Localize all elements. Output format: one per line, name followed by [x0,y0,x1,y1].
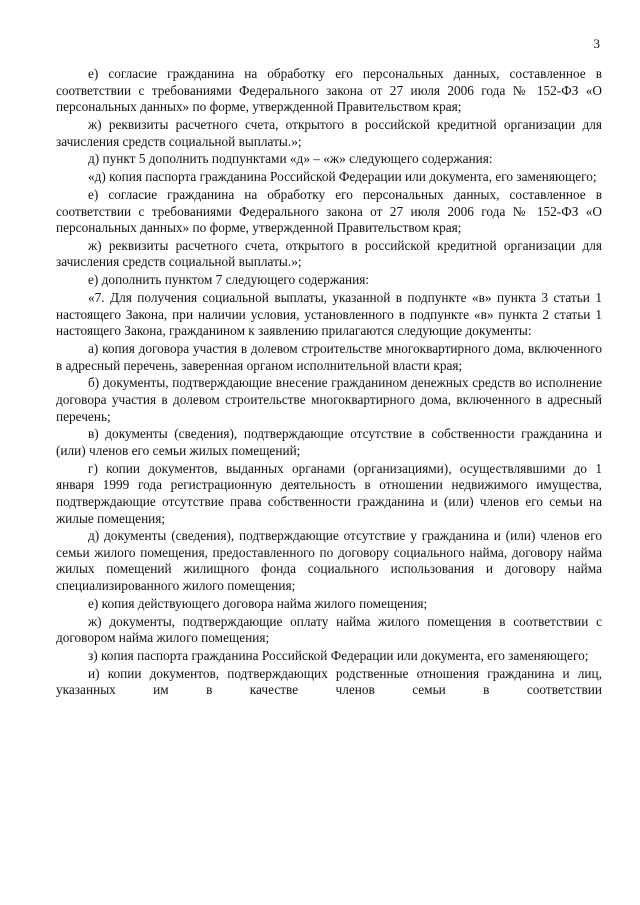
paragraph: в) документы (сведения), подтверждающие отсутствие в собственности гражданина и (или) членов его семьи жилых помещений; [56,426,602,458]
paragraph: е) копия действующего договора найма жилого помещения; [88,595,428,611]
paragraph: «д) копия паспорта гражданина Российской Федерации или документа, его заменяющего; [88,169,597,185]
paragraph: и) копии документов, подтверждающих родственные отношения гражданина и лиц, указанных им в качестве членов семьи в соответствии [56,665,602,698]
paragraph: б) документы, подтверждающие внесение гражданином денежных средств во исполнение договора участия в долевом строительстве многоквартирного дома, включенного в адресный перечень; [56,375,602,424]
paragraph: д) пункт 5 дополнить подпунктами «д» – «ж» следующего содержания: [88,151,493,167]
paragraph: а) копия договора участия в долевом строительстве многоквартирного дома, включенного в адресный перечень, заверенная органом исполнительной власти края; [56,341,602,373]
paragraph: ж) реквизиты расчетного счета, открытого в российской кредитной организации для зачисления средств социальной выплаты.»; [56,237,602,270]
paragraph: ж) документы, подтверждающие оплату найма жилого помещения в соответствии с договором найма жилого помещения; [56,613,602,646]
paragraph: е) согласие гражданина на обработку его персональных данных, составленное в соответствии с требованиями Федерального закона от 27 июля 2006 года № 152-ФЗ «О персональных данных» по форме, утвержденной Правительством края; [56,66,602,115]
paragraph: г) копии документов, выданных органами (организациями), осуществлявшими до 1 января 1999 года регистрационную деятельность в отношении недвижимого имущества, подтверждающие отсутствие права собственности гражданина и (или) членов его семьи на жилые помещения; [56,460,602,526]
paragraph: е) дополнить пунктом 7 следующего содержания: [88,272,370,288]
paragraph: е) согласие гражданина на обработку его персональных данных, составленное в соответствии с требованиями Федерального закона от 27 июля 2006 года № 152-ФЗ «О персональных данных» по форме, утвержденной Правительством края; [56,186,602,236]
page-number: 3 [593,36,600,51]
paragraph: д) документы (сведения), подтверждающие отсутствие у гражданина и (или) членов его семьи жилого помещения, предоставленного по договору социального найма, договору найма жилых помещений жилищного фонда социального использования и договору найма специализированного жилого помещения; [56,528,602,594]
document-body [56,66,602,700]
paragraph: з) копия паспорта гражданина Российской Федерации или документа, его заменяющего; [88,648,589,663]
paragraph: «7. Для получения социальной выплаты, указанной в подпункте «в» пункта 3 статьи 1 настоящего Закона, при наличии условия, установленного в подпункте «в» пункта 2 статьи 1 настоящего Закона, гражданином к заявлению прилагаются следующие документы: [56,290,602,339]
paragraph: ж) реквизиты расчетного счета, открытого в российской кредитной организации для зачисления средств социальной выплаты.»; [56,116,602,149]
